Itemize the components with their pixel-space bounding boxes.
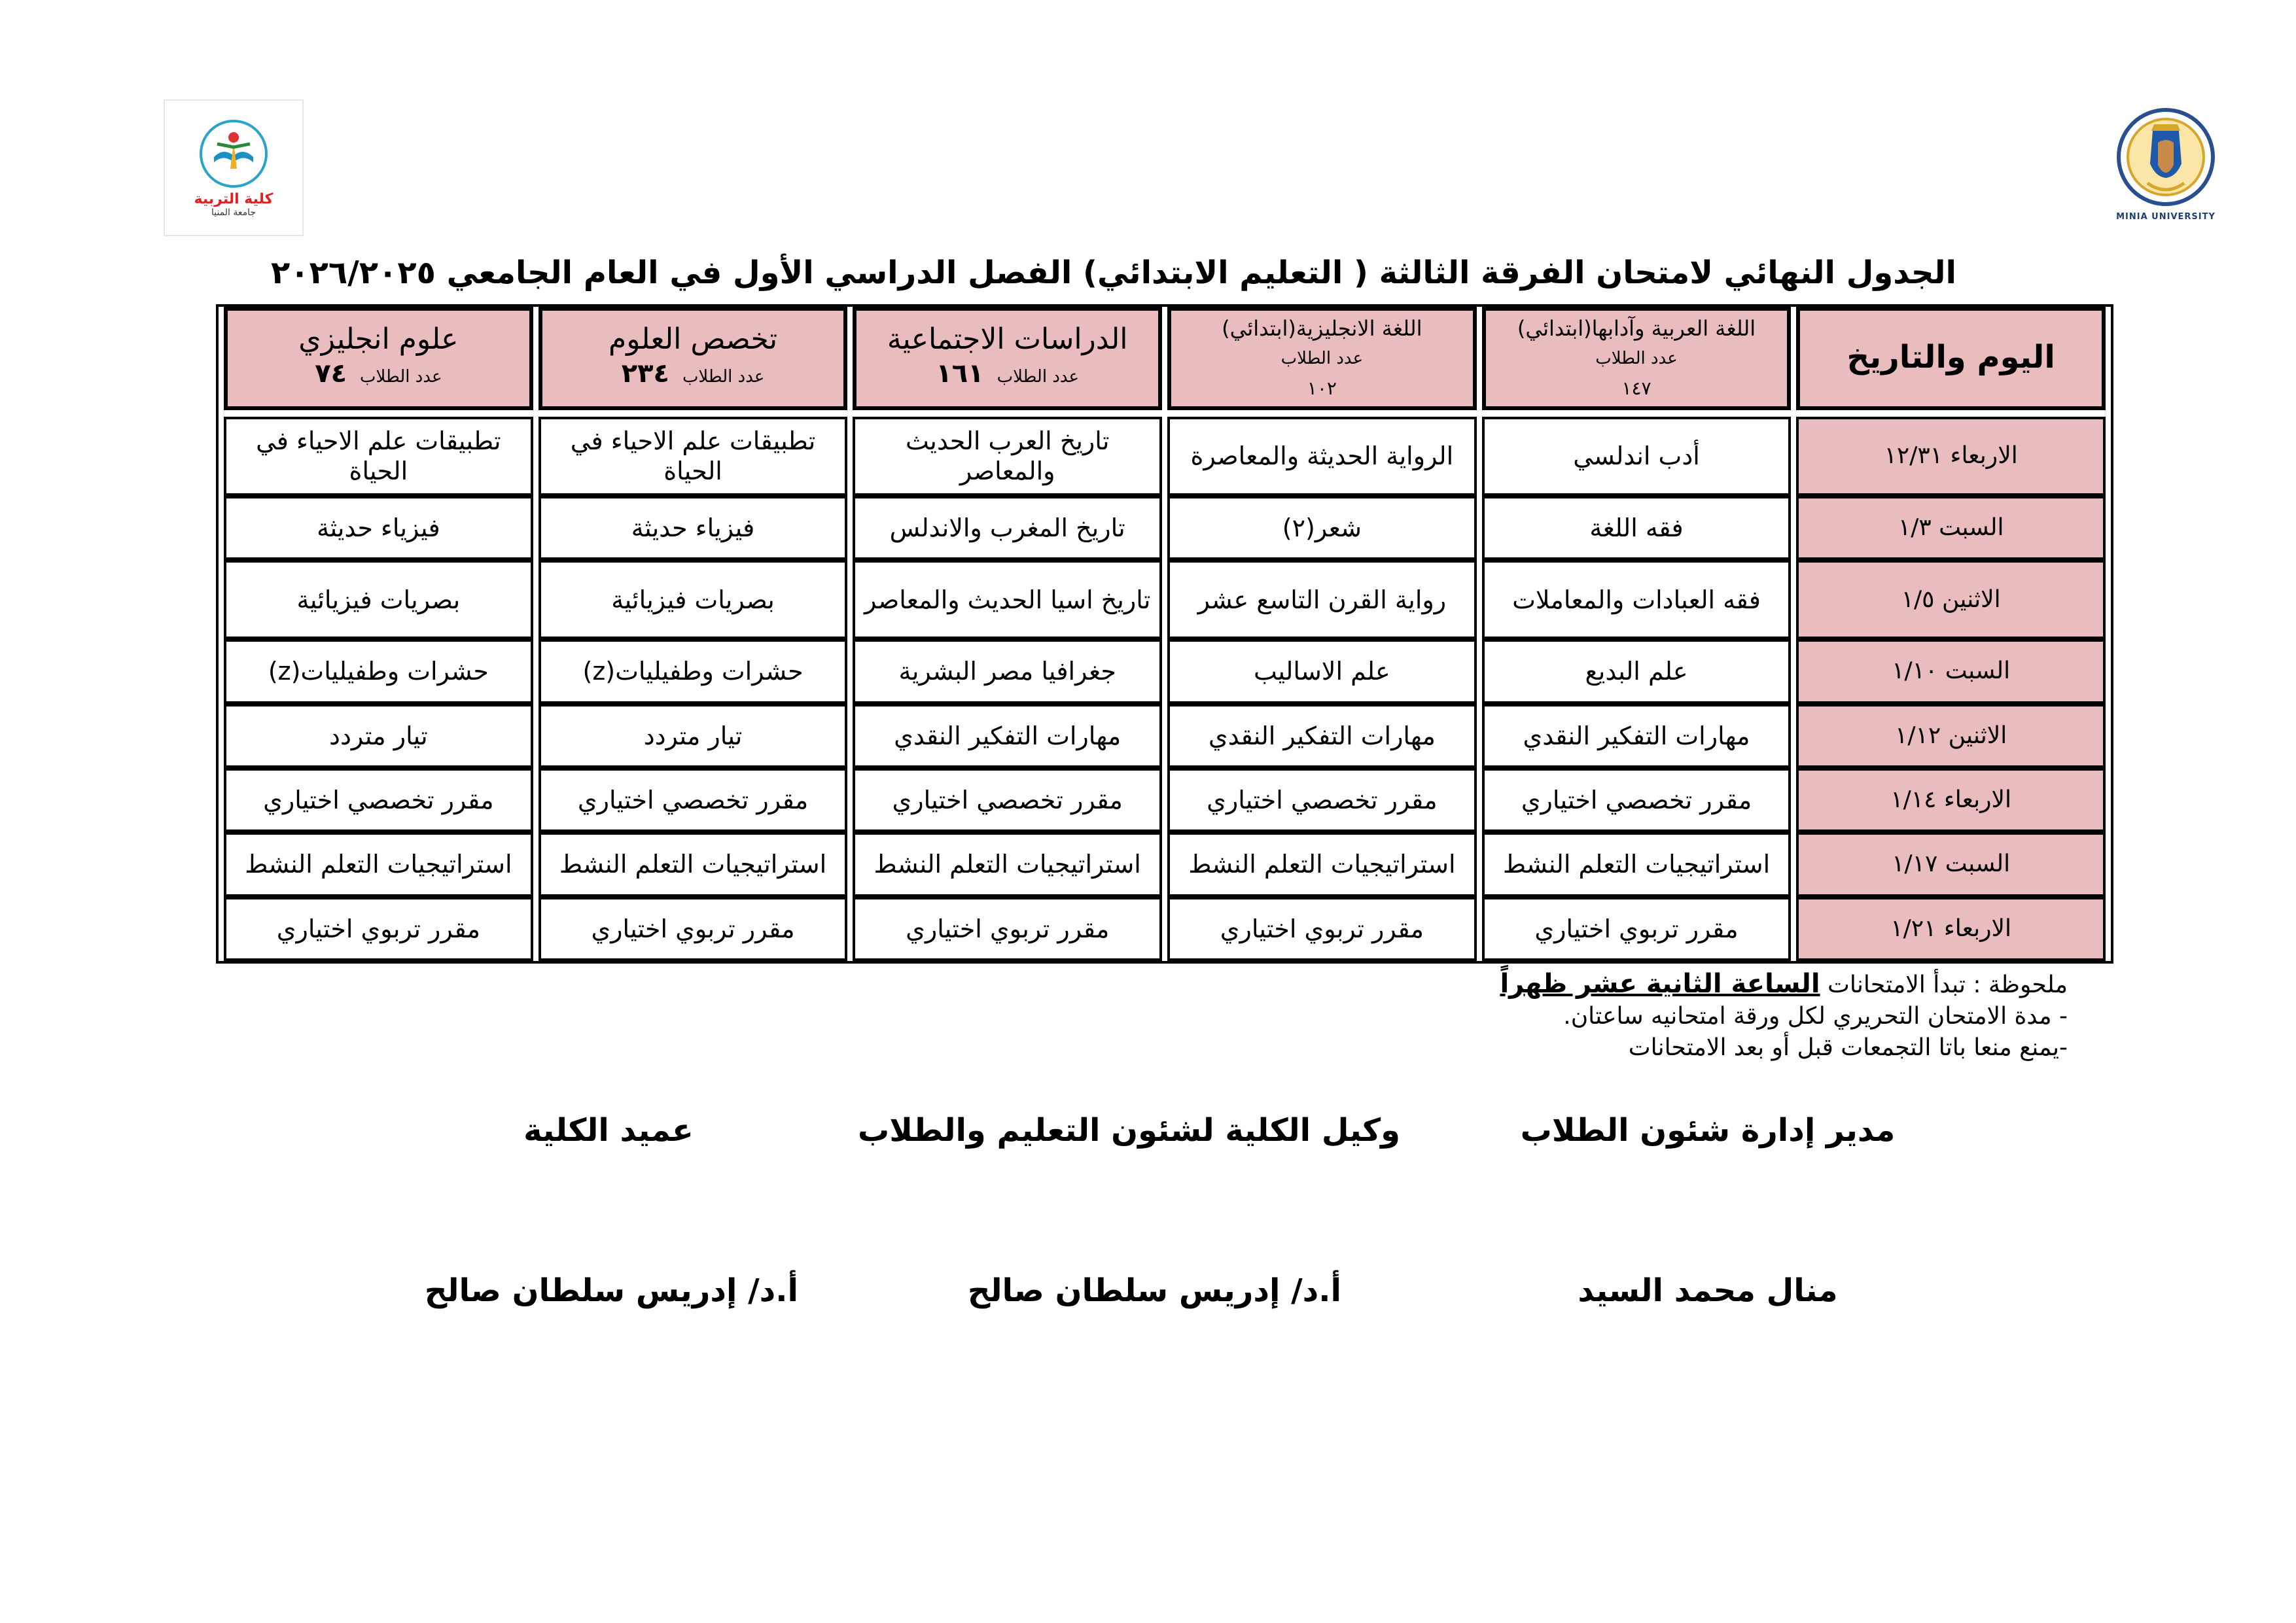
exam-cell: فيزياء حديثة: [539, 496, 848, 560]
student-count-label: عدد الطلاب: [360, 367, 442, 387]
exam-cell: تاريخ اسيا الحديث والمعاصر: [853, 560, 1162, 639]
exam-cell: استراتيجيات التعلم النشط: [853, 832, 1162, 896]
exam-cell: أدب اندلسي: [1482, 417, 1792, 496]
header-column: [1482, 307, 1792, 410]
day-date-cell: الاربعاء ١٢/٣١: [1796, 417, 2106, 496]
university-emblem-icon: [2113, 105, 2218, 209]
exam-cell: شعر(٢): [1167, 496, 1477, 560]
header-column: [1167, 307, 1477, 410]
notes-block: [1374, 968, 2068, 1064]
signature-name-vice-dean: أ.د/ إدريس سلطان صالح: [967, 1272, 1341, 1309]
student-count: [548, 358, 839, 392]
faculty-logo: [164, 99, 304, 236]
note-line-3: -يمنع منعا باتا التجمعات قبل أو بعد الامتحانات: [1628, 1034, 2068, 1061]
column-name: اللغة الانجليزية(ابتدائي): [1222, 315, 1422, 341]
table-row: [224, 417, 2106, 496]
exam-cell: رواية القرن التاسع عشر: [1167, 560, 1477, 639]
exam-cell: مهارات التفكير النقدي: [853, 704, 1162, 768]
exam-schedule-table: [216, 304, 2113, 964]
signature-name-dean: أ.د/ إدريس سلطان صالح: [424, 1272, 798, 1309]
exam-cell: تيار متردد: [539, 704, 848, 768]
student-count-value: ١٦١: [936, 358, 984, 389]
table-row: [224, 897, 2106, 961]
signature-title-dean: عميد الكلية: [523, 1112, 694, 1149]
university-logo: [2104, 105, 2228, 236]
student-count-value: ٧٤: [315, 358, 347, 389]
exam-cell: حشرات وطفيليات(z): [539, 639, 848, 703]
table-row: [224, 639, 2106, 703]
exam-cell: مقرر تربوي اختياري: [224, 897, 533, 961]
exam-cell: بصريات فيزيائية: [539, 560, 848, 639]
faculty-logo-text: كلية التربية: [194, 191, 274, 207]
student-count-value: ١٠٢: [1307, 377, 1337, 399]
day-header-label: اليوم والتاريخ: [1846, 339, 2055, 376]
note-prefix: ملحوظة : تبدأ الامتحانات: [1828, 971, 2068, 998]
page-title: الجدول النهائي لامتحان الفرقة الثالثة ( التعليم الابتدائي) الفصل الدراسي الأول في العام الجامعي ٢٠٢٦/٢٠٢٥: [271, 254, 1956, 291]
student-count-value: ٢٣٤: [621, 358, 669, 389]
header-column: [539, 307, 848, 410]
header-column: [224, 307, 533, 410]
day-date-cell: السبت ١/١٠: [1796, 639, 2106, 703]
faculty-emblem-icon: [198, 118, 270, 190]
student-count-label: عدد الطلاب: [1595, 348, 1678, 368]
student-count: [862, 358, 1153, 392]
signature-name-student-affairs: منال محمد السيد: [1578, 1272, 1838, 1309]
table-row: [224, 704, 2106, 768]
student-count: [1176, 343, 1468, 404]
day-date-cell: الاثنين ١/٥: [1796, 560, 2106, 639]
exam-cell: استراتيجيات التعلم النشط: [1167, 832, 1477, 896]
faculty-logo-subtext: جامعة المنيا: [211, 207, 256, 218]
student-count-label: عدد الطلاب: [682, 367, 765, 387]
student-count-label: عدد الطلاب: [997, 367, 1080, 387]
exam-cell: استراتيجيات التعلم النشط: [224, 832, 533, 896]
student-count-value: ١٤٧: [1621, 377, 1651, 399]
exam-cell: جغرافيا مصر البشرية: [853, 639, 1162, 703]
table-header-row: [224, 307, 2106, 410]
note-line-1: [1374, 968, 2068, 1001]
exam-cell: علم البديع: [1482, 639, 1792, 703]
signature-title-student-affairs: مدير إدارة شئون الطلاب: [1520, 1112, 1896, 1149]
day-date-cell: السبت ١/٣: [1796, 496, 2106, 560]
exam-cell: مقرر تربوي اختياري: [853, 897, 1162, 961]
student-count: [233, 358, 524, 392]
header-day-date: [1796, 307, 2106, 410]
day-date-cell: السبت ١/١٧: [1796, 832, 2106, 896]
note-emphasis: الساعة الثانية عشر ظهراً: [1500, 969, 1820, 999]
exam-cell: مقرر تخصصي اختياري: [539, 768, 848, 832]
exam-cell: فيزياء حديثة: [224, 496, 533, 560]
column-name: اللغة العربية وآدابها(ابتدائي): [1517, 315, 1756, 341]
exam-cell: حشرات وطفيليات(z): [224, 639, 533, 703]
note-line-2: - مدة الامتحان التحريري لكل ورقة امتحانيه ساعتان.: [1563, 1003, 2068, 1030]
exam-cell: علم الاساليب: [1167, 639, 1477, 703]
table-row: [224, 560, 2106, 639]
exam-cell: مقرر تخصصي اختياري: [853, 768, 1162, 832]
exam-cell: فقه العبادات والمعاملات: [1482, 560, 1792, 639]
student-count-label: عدد الطلاب: [1280, 348, 1364, 368]
exam-cell: مهارات التفكير النقدي: [1167, 704, 1477, 768]
university-logo-text: MINIA UNIVERSITY: [2116, 212, 2216, 222]
exam-cell: استراتيجيات التعلم النشط: [1482, 832, 1792, 896]
day-date-cell: الاثنين ١/١٢: [1796, 704, 2106, 768]
column-name: تخصص العلوم: [609, 323, 778, 357]
table-row: [224, 832, 2106, 896]
exam-cell: مقرر تخصصي اختياري: [1482, 768, 1792, 832]
exam-cell: استراتيجيات التعلم النشط: [539, 832, 848, 896]
exam-cell: مقرر تربوي اختياري: [1482, 897, 1792, 961]
signature-title-vice-dean: وكيل الكلية لشئون التعليم والطلاب: [858, 1112, 1400, 1149]
exam-cell: تاريخ المغرب والاندلس: [853, 496, 1162, 560]
exam-cell: مهارات التفكير النقدي: [1482, 704, 1792, 768]
exam-cell: مقرر تخصصي اختياري: [1167, 768, 1477, 832]
exam-cell: تاريخ العرب الحديث والمعاصر: [853, 417, 1162, 496]
exam-cell: مقرر تخصصي اختياري: [224, 768, 533, 832]
column-name: علوم انجليزي: [298, 323, 459, 357]
column-name: الدراسات الاجتماعية: [887, 323, 1128, 357]
exam-cell: فقه اللغة: [1482, 496, 1792, 560]
day-date-cell: الاربعاء ١/١٤: [1796, 768, 2106, 832]
exam-cell: الرواية الحديثة والمعاصرة: [1167, 417, 1477, 496]
table-row: [224, 768, 2106, 832]
exam-cell: مقرر تربوي اختياري: [539, 897, 848, 961]
exam-cell: بصريات فيزيائية: [224, 560, 533, 639]
student-count: [1491, 343, 1782, 404]
header-column: [853, 307, 1162, 410]
exam-cell: مقرر تربوي اختياري: [1167, 897, 1477, 961]
exam-cell: تطبيقات علم الاحياء في الحياة: [539, 417, 848, 496]
exam-cell: تطبيقات علم الاحياء في الحياة: [224, 417, 533, 496]
table-row: [224, 496, 2106, 560]
exam-cell: تيار متردد: [224, 704, 533, 768]
day-date-cell: الاربعاء ١/٢١: [1796, 897, 2106, 961]
